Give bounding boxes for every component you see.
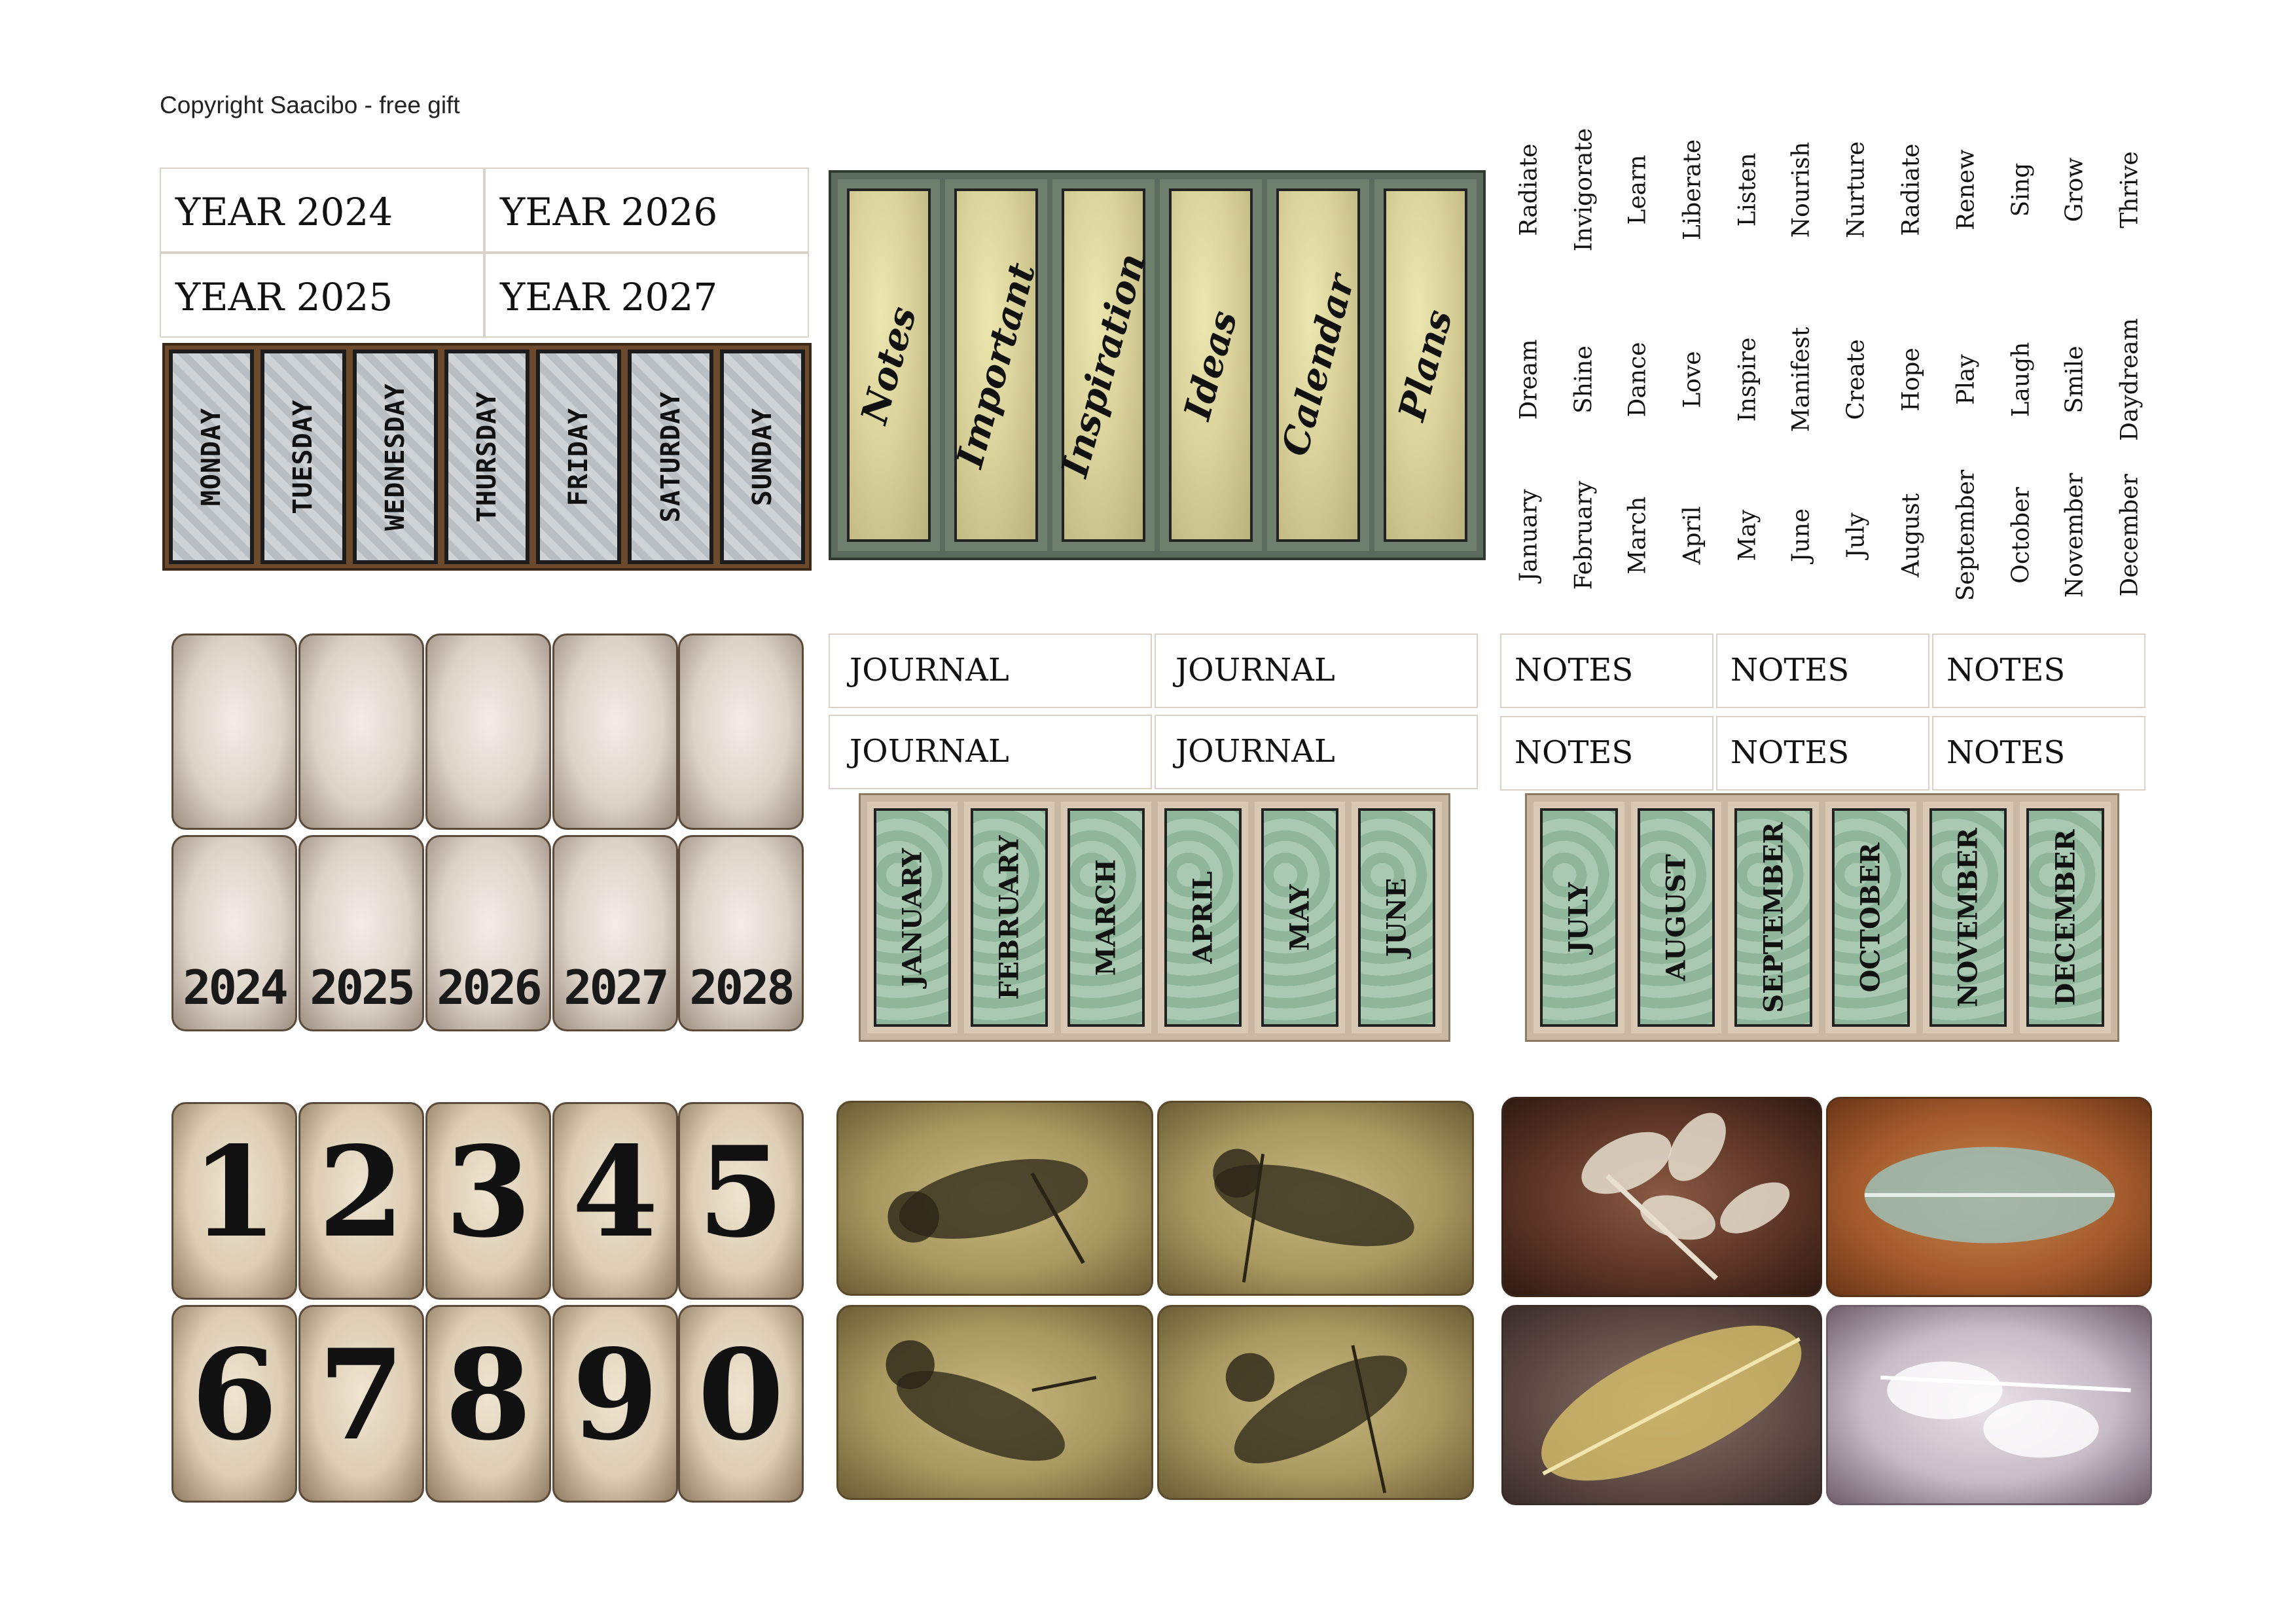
month-tab — [1255, 802, 1345, 1033]
month-label: MAY — [1284, 884, 1316, 951]
notes-label: NOTES — [1716, 716, 1929, 791]
lace-tile — [425, 633, 551, 830]
month-tab — [1825, 802, 1916, 1033]
month-label: AUGUST — [1660, 854, 1692, 981]
month-label: NOVEMBER — [1952, 827, 1984, 1008]
owl-illustration-icon — [1159, 1103, 1472, 1294]
number-tile — [678, 1305, 804, 1503]
number-label: 9 — [571, 1322, 659, 1468]
month-tab — [1061, 802, 1151, 1033]
month-label: JANUARY — [897, 848, 928, 987]
journal-label: JOURNAL — [829, 715, 1152, 789]
word-text: July — [1842, 512, 1870, 558]
word-text: Renew — [1952, 149, 1980, 230]
word-text: Invigorate — [1570, 128, 1598, 252]
lace-tile — [171, 633, 297, 830]
month-tab — [1923, 802, 2014, 1033]
category-tab — [1052, 179, 1155, 551]
year-tile-label: 2026 — [437, 960, 540, 1015]
word-text: Nourish — [1787, 141, 1815, 238]
lace-tile — [552, 633, 678, 830]
weekday-label: TUESDAY — [288, 399, 319, 514]
number-label: 3 — [444, 1119, 532, 1265]
weekday-tab — [444, 349, 529, 564]
category-label: Plans — [1390, 305, 1462, 425]
leaf-print-icon — [1828, 1099, 2150, 1295]
word-text: Dance — [1624, 342, 1651, 418]
month-label: DECEMBER — [2050, 829, 2081, 1006]
category-tab — [1160, 179, 1262, 551]
copyright-text: Copyright Saacibo - free gift — [160, 92, 460, 118]
word-text: Smile — [2061, 346, 2089, 414]
weekday-label: THURSDAY — [471, 391, 502, 523]
word-text: May — [1734, 509, 1761, 562]
month-label: JULY — [1563, 882, 1594, 953]
category-tabs-strip — [829, 170, 1486, 560]
weekday-label: FRIDAY — [564, 407, 594, 507]
month-tab — [1728, 802, 1819, 1033]
number-tile — [298, 1102, 424, 1300]
owl-card — [1157, 1101, 1474, 1296]
number-tile — [425, 1102, 551, 1300]
word-text: August — [1897, 493, 1925, 578]
owl-illustration-icon — [838, 1307, 1151, 1498]
category-label: Important — [948, 258, 1045, 473]
word-text: December — [2116, 474, 2144, 597]
weekday-tab — [628, 349, 713, 564]
leaf-print-icon — [1503, 1099, 1820, 1295]
leaf-card — [1826, 1305, 2152, 1505]
word-text: Thrive — [2116, 151, 2144, 228]
number-label: 8 — [444, 1322, 532, 1468]
number-label: 7 — [317, 1322, 405, 1468]
year-tile-label: 2025 — [310, 960, 413, 1015]
word-text: Liberate — [1679, 139, 1706, 241]
number-tile — [552, 1102, 678, 1300]
month-label: FEBRUARY — [994, 835, 1025, 1000]
category-label: Notes — [852, 302, 925, 429]
weekday-tab — [260, 349, 346, 564]
number-label: 0 — [697, 1322, 785, 1468]
word-text: February — [1570, 480, 1598, 590]
word-text: Hope — [1897, 348, 1925, 412]
number-tile — [678, 1102, 804, 1300]
number-tile — [171, 1102, 297, 1300]
notes-label: NOTES — [1932, 633, 2145, 708]
weekday-tabs-strip — [162, 343, 812, 571]
month-tab — [1534, 802, 1624, 1033]
year-box: YEAR 2024 — [160, 168, 484, 253]
word-text: Manifest — [1787, 327, 1815, 433]
year-tile — [171, 835, 297, 1031]
year-box: YEAR 2026 — [484, 168, 809, 253]
months-strip-right — [1525, 793, 2119, 1042]
weekday-label: MONDAY — [196, 407, 227, 507]
word-text: Laugh — [2007, 342, 2035, 418]
owl-illustration-icon — [838, 1103, 1151, 1294]
month-tab — [1631, 802, 1722, 1033]
notes-label: NOTES — [1932, 716, 2145, 791]
month-tab — [1158, 802, 1248, 1033]
weekday-label: SUNDAY — [747, 407, 778, 507]
weekday-tab — [536, 349, 621, 564]
word-text: March — [1624, 496, 1651, 575]
owl-illustration-icon — [1159, 1307, 1472, 1498]
leaf-print-icon — [1828, 1307, 2150, 1503]
month-label: JUNE — [1381, 878, 1412, 957]
number-tile — [298, 1305, 424, 1503]
month-tab — [867, 802, 958, 1033]
year-tile-label: 2028 — [689, 960, 793, 1015]
category-tab — [838, 179, 940, 551]
lace-tile — [678, 633, 804, 830]
word-text: Dream — [1515, 339, 1543, 420]
weekday-tab — [720, 349, 805, 564]
leaf-card — [1501, 1097, 1822, 1297]
number-label: 1 — [190, 1119, 278, 1265]
number-tile — [425, 1305, 551, 1503]
month-tab — [1352, 802, 1442, 1033]
month-tab — [964, 802, 1054, 1033]
weekday-label: SATURDAY — [655, 391, 686, 523]
year-tile-label: 2027 — [564, 960, 667, 1015]
month-tab — [2020, 802, 2111, 1033]
year-tile — [678, 835, 804, 1031]
category-label: Inspiration — [1052, 249, 1155, 482]
journal-label: JOURNAL — [829, 633, 1152, 708]
category-label: Ideas — [1175, 306, 1246, 425]
month-label: MARCH — [1090, 859, 1122, 976]
category-tab — [1267, 179, 1369, 551]
month-label: APRIL — [1187, 871, 1219, 964]
owl-card — [1157, 1305, 1474, 1500]
word-text: Inspire — [1734, 337, 1761, 422]
word-text: April — [1679, 506, 1706, 565]
months-strip-left — [859, 793, 1450, 1042]
weekday-label: WEDNESDAY — [380, 383, 410, 531]
word-text: June — [1787, 508, 1815, 563]
year-box: YEAR 2027 — [484, 253, 809, 338]
year-tile-label: 2024 — [183, 960, 286, 1015]
word-text: Listen — [1734, 152, 1761, 227]
category-tab — [1374, 179, 1477, 551]
number-label: 2 — [317, 1119, 405, 1265]
year-tile — [298, 835, 424, 1031]
category-tab — [945, 179, 1047, 551]
number-tile — [552, 1305, 678, 1503]
notes-label: NOTES — [1500, 633, 1713, 708]
notes-label: NOTES — [1716, 633, 1929, 708]
year-tile — [552, 835, 678, 1031]
word-text: September — [1952, 469, 1980, 601]
journal-label: JOURNAL — [1155, 633, 1478, 708]
word-text: Nurture — [1842, 141, 1870, 239]
owl-card — [836, 1101, 1153, 1296]
category-label: Calendar — [1273, 270, 1363, 461]
weekday-tab — [353, 349, 438, 564]
word-text: Play — [1952, 354, 1980, 405]
number-tile — [171, 1305, 297, 1503]
weekday-tab — [169, 349, 254, 564]
word-text: Love — [1679, 351, 1706, 408]
word-text: Create — [1842, 339, 1870, 420]
leaf-print-icon — [1503, 1307, 1820, 1503]
year-box: YEAR 2025 — [160, 253, 484, 338]
month-label: OCTOBER — [1855, 842, 1886, 993]
word-text: January — [1515, 489, 1543, 582]
month-label: SEPTEMBER — [1758, 822, 1789, 1013]
notes-label: NOTES — [1500, 716, 1713, 791]
number-label: 6 — [190, 1322, 278, 1468]
year-tile — [425, 835, 551, 1031]
owl-card — [836, 1305, 1153, 1500]
word-text: Radiate — [1897, 143, 1925, 236]
word-text: Grow — [2061, 157, 2089, 223]
leaf-card — [1501, 1305, 1822, 1505]
word-text: Sing — [2007, 162, 2035, 217]
number-label: 4 — [571, 1119, 659, 1265]
word-text: Shine — [1570, 346, 1598, 414]
word-text: November — [2061, 473, 2089, 598]
word-text: October — [2007, 487, 2035, 584]
journal-label: JOURNAL — [1155, 715, 1478, 789]
word-text: Learn — [1624, 154, 1651, 225]
number-label: 5 — [697, 1119, 785, 1265]
word-text: Daydream — [2116, 318, 2144, 441]
leaf-card — [1826, 1097, 2152, 1297]
lace-tile — [298, 633, 424, 830]
word-text: Radiate — [1515, 143, 1543, 236]
